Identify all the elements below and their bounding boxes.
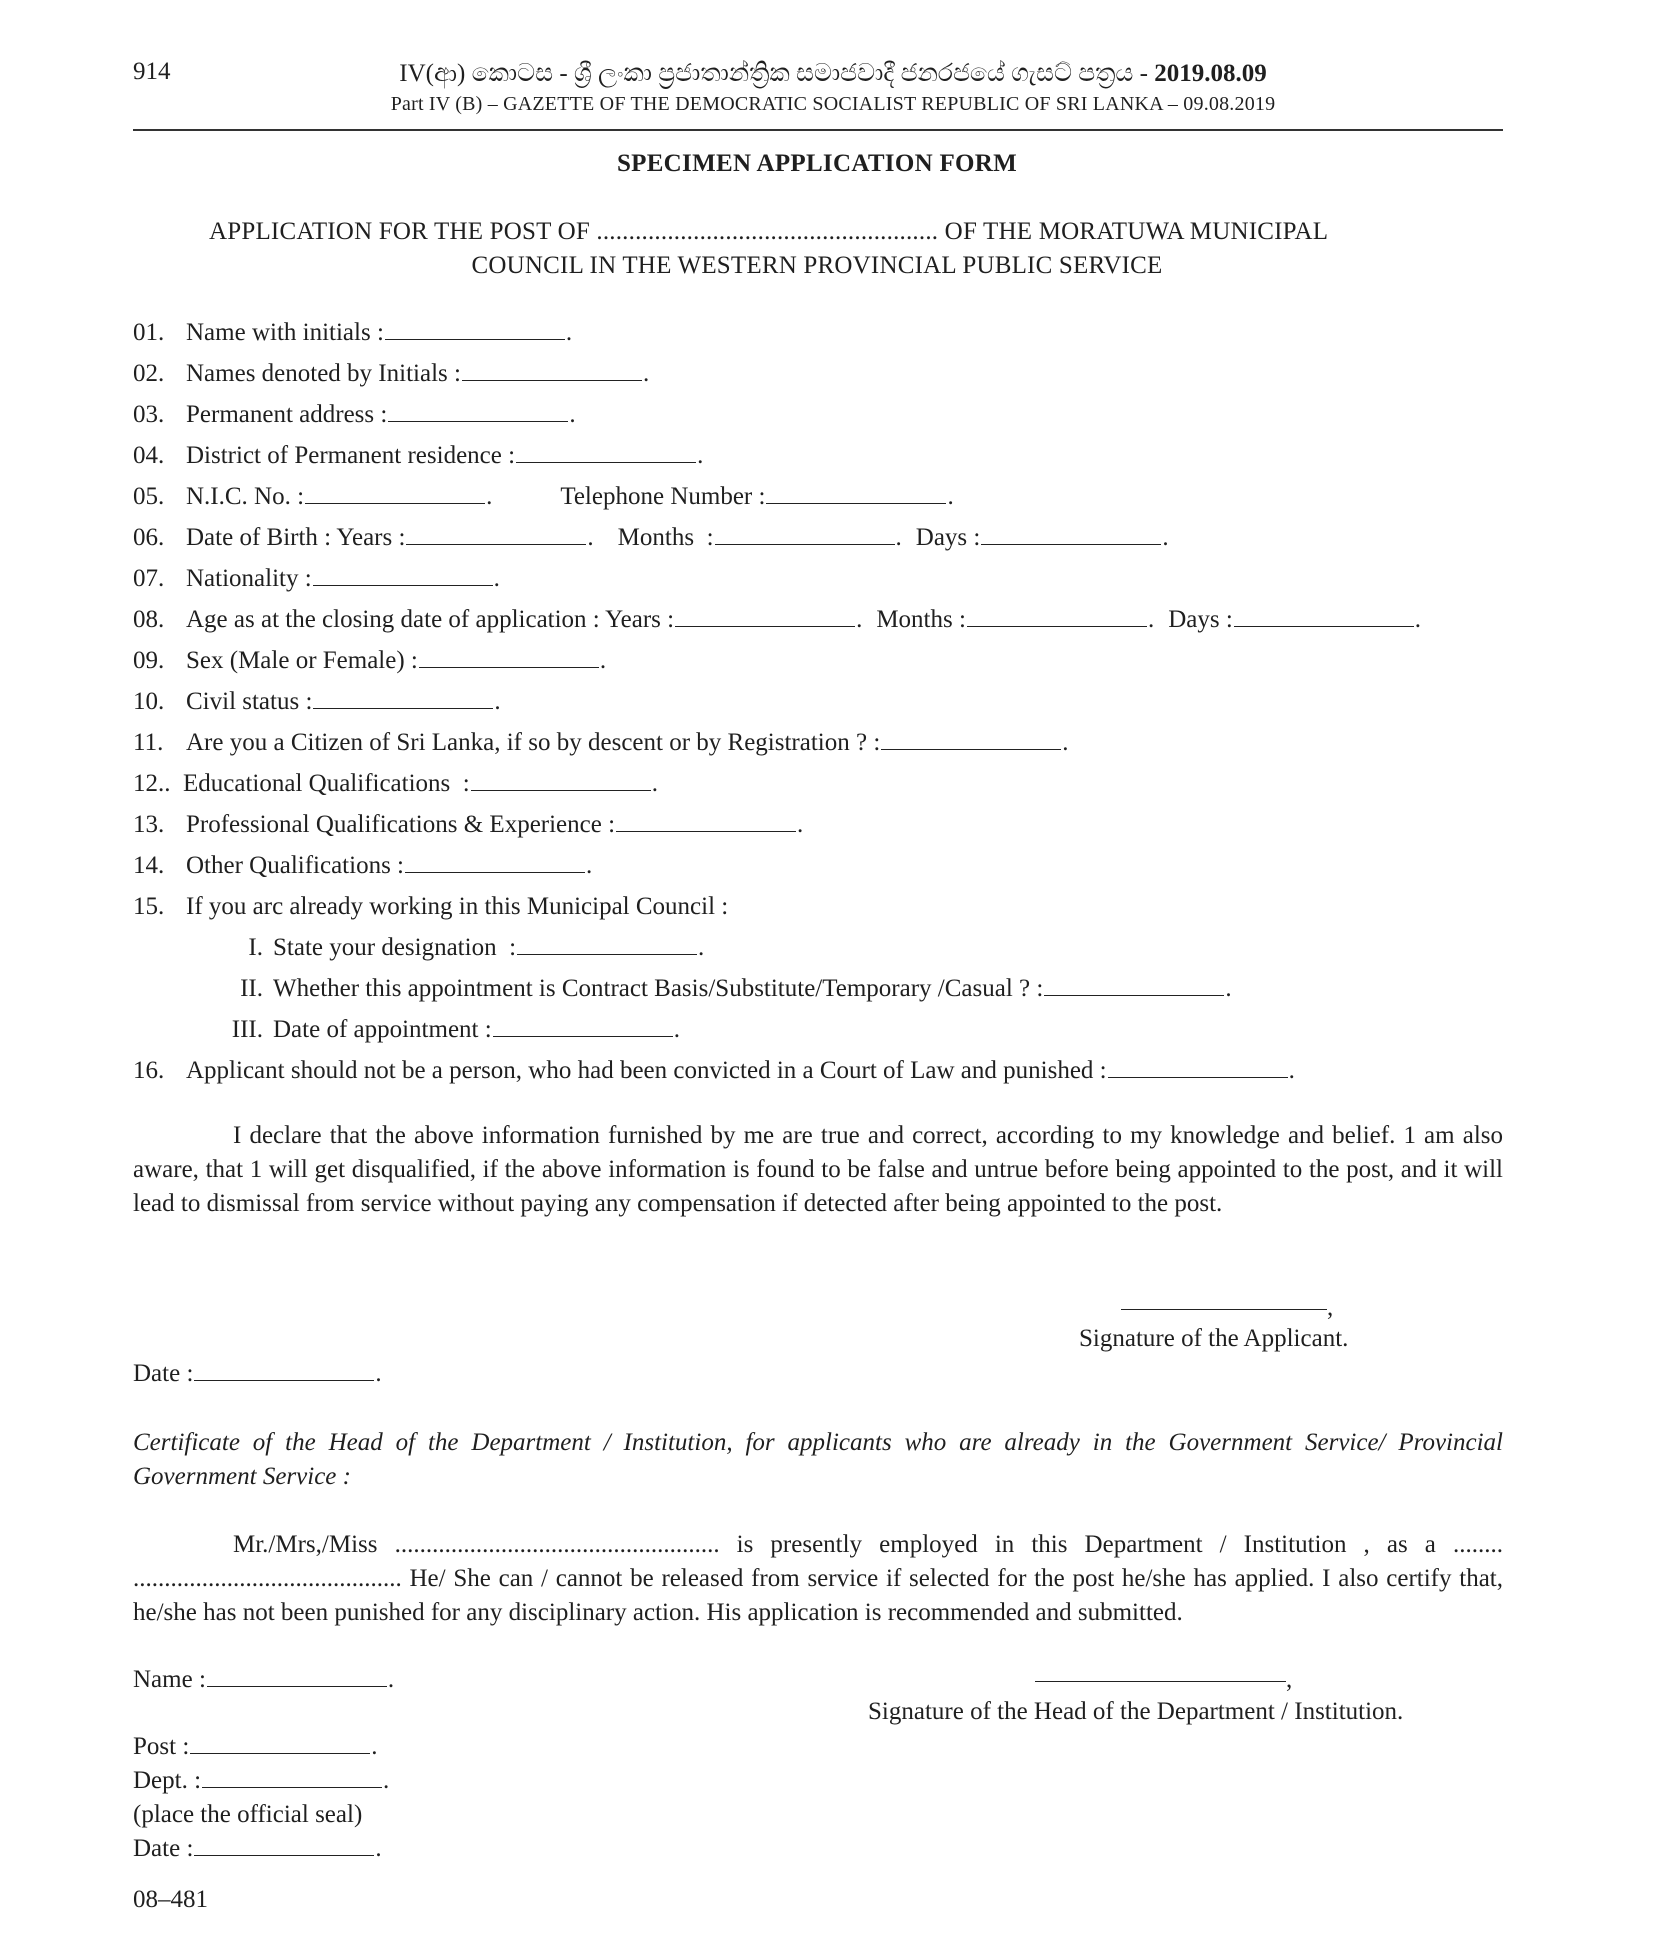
item-label: Other Qualifications : bbox=[186, 852, 404, 879]
name-initials-blank[interactable] bbox=[385, 325, 565, 340]
signature-comma: , bbox=[1327, 1294, 1334, 1321]
head-name-row: Name : . bbox=[133, 1666, 395, 1693]
item-label-2: Telephone Number : bbox=[560, 483, 766, 510]
sub-item-number: I. bbox=[248, 934, 263, 961]
designation-blank[interactable] bbox=[517, 940, 697, 955]
item-label-3: Days : bbox=[1168, 606, 1233, 633]
date-label: Date : bbox=[133, 1360, 194, 1387]
sub-item-label: Whether this appointment is Contract Basis/Substitute/Temporary /Casual ? : bbox=[273, 975, 1044, 1002]
certificate-heading: Certificate of the Head of the Department / Institution, for applicants who are already in the Government Service/ Provincial Government Service : bbox=[133, 1429, 1503, 1490]
declaration-text: I declare that the above information furnished by me are true and correct, according to my knowledge and belief. 1 am also aware, that 1 will get disqualified, if the above information is found to be false and untrue before being appointed to the post, and it will lead to dismissal from service without paying any compensation if detected after being appointed to the post. bbox=[133, 1122, 1503, 1217]
form-item-10: 10. Civil status : . bbox=[133, 688, 501, 715]
name-label: Name : bbox=[133, 1666, 206, 1693]
item-label: Civil status : bbox=[186, 688, 313, 715]
date-label: Date : bbox=[133, 1835, 194, 1862]
dept-row: Dept. : . bbox=[133, 1767, 390, 1794]
form-sub-item-iii: III. Date of appointment : . bbox=[218, 1015, 680, 1045]
seal-note: (place the official seal) bbox=[133, 1801, 363, 1828]
english-header: Part IV (B) – GAZETTE OF THE DEMOCRATIC SOCIALIST REPUBLIC OF SRI LANKA – 09.08.2019 bbox=[390, 93, 1276, 115]
form-item-14: 14. Other Qualifications : . bbox=[133, 852, 593, 879]
reference-number: 08–481 bbox=[133, 1886, 208, 1913]
head-date-row: Date : . bbox=[133, 1835, 382, 1862]
item-number: 06. bbox=[133, 524, 165, 551]
form-item-04: 04. District of Permanent residence : . bbox=[133, 442, 704, 469]
certificate-body-text: Mr./Mrs,/Miss .................................................... is presently employed in this Department / Institution , as a ........ ........................................... He/ She can / cannot be released from service if selected for the post he/she has applied. I also certify that, he/she has not been punished for any disciplinary action. His application is recommended and submitted. bbox=[133, 1531, 1503, 1626]
birth-years-blank[interactable] bbox=[406, 530, 586, 545]
applicant-signature-line[interactable] bbox=[1121, 1309, 1327, 1310]
item-label: Applicant should not be a person, who had been convicted in a Court of Law and punished : bbox=[186, 1057, 1107, 1084]
names-denoted-blank[interactable] bbox=[462, 366, 642, 381]
item-label: Educational Qualifications : bbox=[183, 770, 470, 797]
form-item-06: 06. Date of Birth : Years : . Months : . Days : . bbox=[133, 524, 1169, 551]
applicant-date-row: Date : . bbox=[133, 1360, 382, 1387]
certificate-body-paragraph bbox=[133, 1528, 1503, 1630]
applicant-signature-label: Signature of the Applicant. bbox=[1079, 1325, 1349, 1352]
sinhala-header-date: 2019.08.09 bbox=[1154, 60, 1267, 87]
nic-blank[interactable] bbox=[305, 489, 485, 504]
post-label: Post : bbox=[133, 1733, 190, 1760]
item-number: 02. bbox=[133, 360, 165, 387]
form-sub-item-i: I. State your designation : . bbox=[218, 933, 704, 963]
sub-item-label: State your designation : bbox=[273, 934, 517, 961]
item-number: 05. bbox=[133, 483, 165, 510]
form-sub-item-ii: II. Whether this appointment is Contract Basis/Substitute/Temporary /Casual ? : . bbox=[218, 974, 1232, 1004]
item-label-3: Days : bbox=[915, 524, 981, 551]
permanent-address-blank[interactable] bbox=[388, 407, 568, 422]
telephone-blank[interactable] bbox=[766, 489, 946, 504]
item-label: Date of Birth : Years : bbox=[186, 524, 406, 551]
item-label: Professional Qualifications & Experience : bbox=[186, 811, 616, 838]
item-label: Name with initials : bbox=[186, 319, 384, 346]
other-qualifications-blank[interactable] bbox=[405, 858, 585, 873]
item-label: Names denoted by Initials : bbox=[186, 360, 461, 387]
post-row: Post : . bbox=[133, 1733, 378, 1760]
item-number: 10. bbox=[133, 688, 165, 715]
educational-qualifications-blank[interactable] bbox=[471, 776, 651, 791]
appointment-basis-blank[interactable] bbox=[1044, 981, 1224, 996]
appointment-date-blank[interactable] bbox=[493, 1022, 673, 1037]
age-days-blank[interactable] bbox=[1234, 612, 1414, 627]
applicant-date-blank[interactable] bbox=[194, 1366, 374, 1381]
item-number: 07. bbox=[133, 565, 165, 592]
sub-item-number: III. bbox=[231, 1016, 263, 1043]
item-number: 14. bbox=[133, 852, 165, 879]
dept-blank[interactable] bbox=[202, 1773, 382, 1788]
item-number: 03. bbox=[133, 401, 165, 428]
sub-item-label: Date of appointment : bbox=[273, 1016, 492, 1043]
head-signature-comma: , bbox=[1286, 1666, 1293, 1693]
form-item-15 bbox=[133, 892, 728, 922]
nationality-blank[interactable] bbox=[313, 571, 493, 586]
sex-blank[interactable] bbox=[419, 653, 599, 668]
form-item-07: 07. Nationality : . bbox=[133, 565, 500, 592]
form-item-16: 16. Applicant should not be a person, who had been convicted in a Court of Law and punished : . bbox=[133, 1057, 1295, 1084]
form-item-12: 12.. Educational Qualifications : . bbox=[133, 770, 658, 797]
item-number: 11. bbox=[133, 729, 164, 756]
form-item-02: 02. Names denoted by Initials : . bbox=[133, 360, 650, 387]
district-blank[interactable] bbox=[516, 448, 696, 463]
item-label: Permanent address : bbox=[186, 401, 388, 428]
form-subtitle-line1: APPLICATION FOR THE POST OF ..................................................... OF THE MORATUWA MUNICIPAL bbox=[209, 218, 1329, 245]
item-label-2: Months : bbox=[876, 606, 966, 633]
item-label: Age as at the closing date of application : Years : bbox=[186, 606, 675, 633]
form-item-11: 11. Are you a Citizen of Sri Lanka, if so by descent or by Registration ? : . bbox=[133, 729, 1069, 756]
birth-days-blank[interactable] bbox=[981, 530, 1161, 545]
item-label: Are you a Citizen of Sri Lanka, if so by descent or by Registration ? : bbox=[186, 729, 881, 756]
item-number: 12.. bbox=[133, 770, 171, 797]
item-label: If you arc already working in this Municipal Council : bbox=[186, 893, 729, 920]
item-label: Nationality : bbox=[186, 565, 312, 592]
citizenship-blank[interactable] bbox=[881, 735, 1061, 750]
post-blank[interactable] bbox=[190, 1739, 370, 1754]
age-months-blank[interactable] bbox=[967, 612, 1147, 627]
item-label-2: Months : bbox=[617, 524, 714, 551]
head-date-blank[interactable] bbox=[194, 1841, 374, 1856]
sinhala-header-title: IV(ආ) කොටස - ශ්‍රී ලංකා ප්‍රජාතාන්ත්‍රික සමාජවාදී ජනරජයේ ගැසට් පත්‍රය - bbox=[399, 60, 1148, 87]
head-name-blank[interactable] bbox=[207, 1672, 387, 1687]
form-item-05: 05. N.I.C. No. : . Telephone Number : . bbox=[133, 483, 954, 510]
professional-qualifications-blank[interactable] bbox=[616, 817, 796, 832]
item-number: 13. bbox=[133, 811, 165, 838]
civil-status-blank[interactable] bbox=[313, 694, 493, 709]
form-item-01: 01. Name with initials : . bbox=[133, 319, 573, 346]
item-number: 16. bbox=[133, 1057, 165, 1084]
dept-label: Dept. : bbox=[133, 1767, 202, 1794]
item-number: 01. bbox=[133, 319, 165, 346]
form-title: SPECIMEN APPLICATION FORM bbox=[616, 150, 1018, 177]
head-signature-label: Signature of the Head of the Department / Institution. bbox=[868, 1698, 1404, 1725]
sinhala-header bbox=[333, 60, 1333, 88]
item-label: N.I.C. No. : bbox=[186, 483, 305, 510]
conviction-blank[interactable] bbox=[1108, 1063, 1288, 1078]
form-item-08: 08. Age as at the closing date of application : Years : . Months : . Days : . bbox=[133, 606, 1422, 633]
page-number: 914 bbox=[133, 58, 171, 85]
age-years-blank[interactable] bbox=[675, 612, 855, 627]
declaration-paragraph bbox=[133, 1119, 1503, 1221]
item-number: 09. bbox=[133, 647, 165, 674]
item-label: Sex (Male or Female) : bbox=[186, 647, 418, 674]
form-subtitle-line2: COUNCIL IN THE WESTERN PROVINCIAL PUBLIC SERVICE bbox=[471, 252, 1163, 279]
item-number: 15. bbox=[133, 893, 165, 920]
form-item-09: 09. Sex (Male or Female) : . bbox=[133, 647, 607, 674]
item-number: 08. bbox=[133, 606, 165, 633]
item-label: District of Permanent residence : bbox=[186, 442, 516, 469]
head-signature-line[interactable] bbox=[1035, 1681, 1286, 1682]
item-number: 04. bbox=[133, 442, 165, 469]
sub-item-number: II. bbox=[240, 975, 263, 1002]
header-divider bbox=[133, 129, 1503, 131]
birth-months-blank[interactable] bbox=[715, 530, 895, 545]
form-item-13: 13. Professional Qualifications & Experience : . bbox=[133, 811, 804, 838]
form-item-03: 03. Permanent address : . bbox=[133, 401, 576, 428]
